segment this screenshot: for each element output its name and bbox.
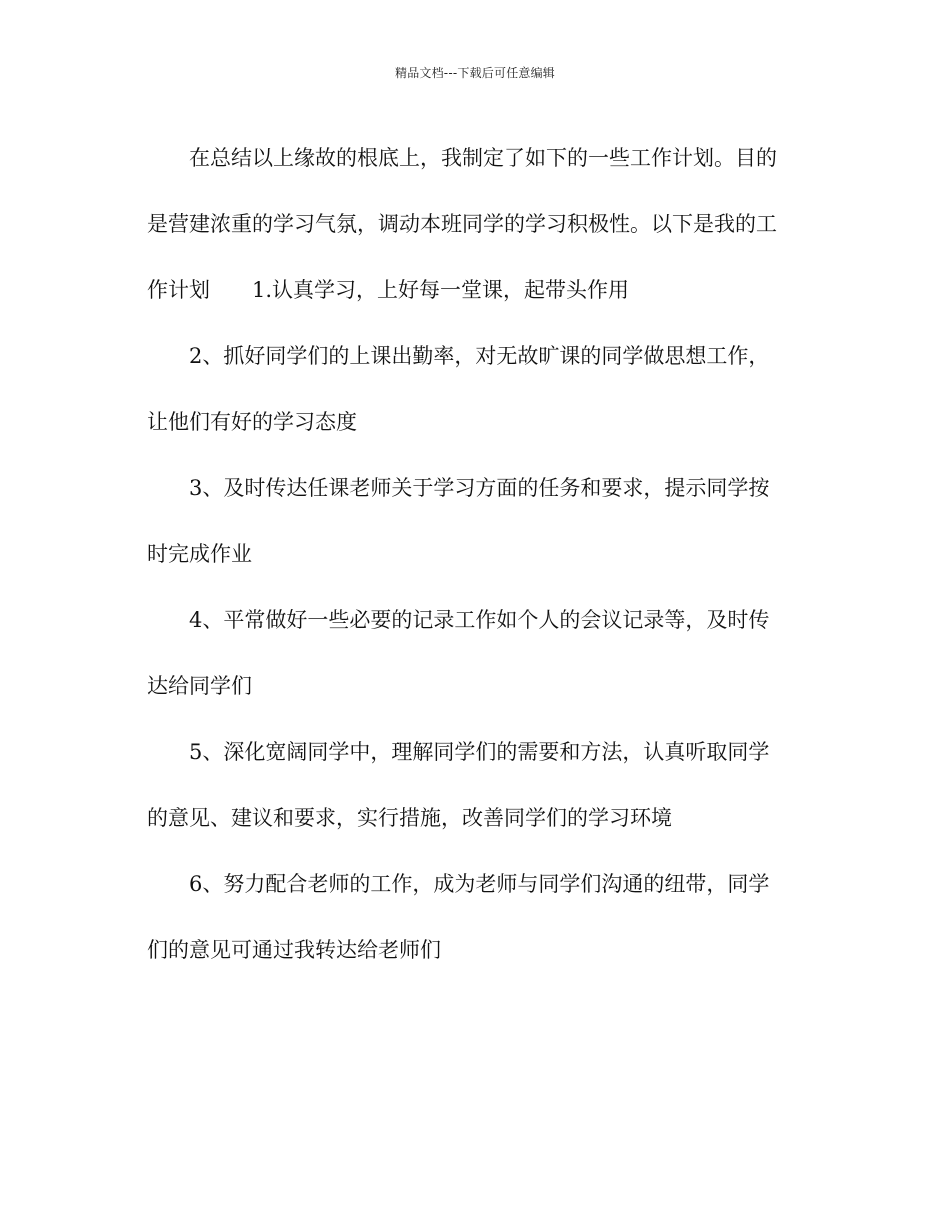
document-body — [147, 140, 807, 998]
document-line: 在总结以上缘故的根底上，我制定了如下的一些工作计划。目的 — [147, 146, 777, 170]
page-header: 精品文档---下载后可任意编辑 — [395, 66, 555, 80]
document-line: 们的意见可通过我转达给老师们 — [147, 938, 441, 962]
document-line: 4、平常做好一些必要的记录工作如个人的会议记录等，及时传 — [147, 608, 770, 632]
document-line: 达给同学们 — [147, 674, 252, 698]
document-line: 让他们有好的学习态度 — [147, 410, 357, 434]
document-line: 5、深化宽阔同学中，理解同学们的需要和方法，认真听取同学 — [147, 740, 770, 764]
document-line: 3、及时传达任课老师关于学习方面的任务和要求，提示同学按 — [147, 476, 770, 500]
document-line: 2、抓好同学们的上课出勤率，对无故旷课的同学做思想工作， — [147, 344, 770, 368]
document-line: 是营建浓重的学习气氛，调动本班同学的学习积极性。以下是我的工 — [147, 212, 777, 236]
document-line: 时完成作业 — [147, 542, 252, 566]
document-line: 6、努力配合老师的工作，成为老师与同学们沟通的纽带，同学 — [147, 872, 770, 896]
document-line: 的意见、建议和要求，实行措施，改善同学们的学习环境 — [147, 806, 672, 830]
document-line: 作计划 1.认真学习，上好每一堂课，起带头作用 — [147, 278, 630, 302]
